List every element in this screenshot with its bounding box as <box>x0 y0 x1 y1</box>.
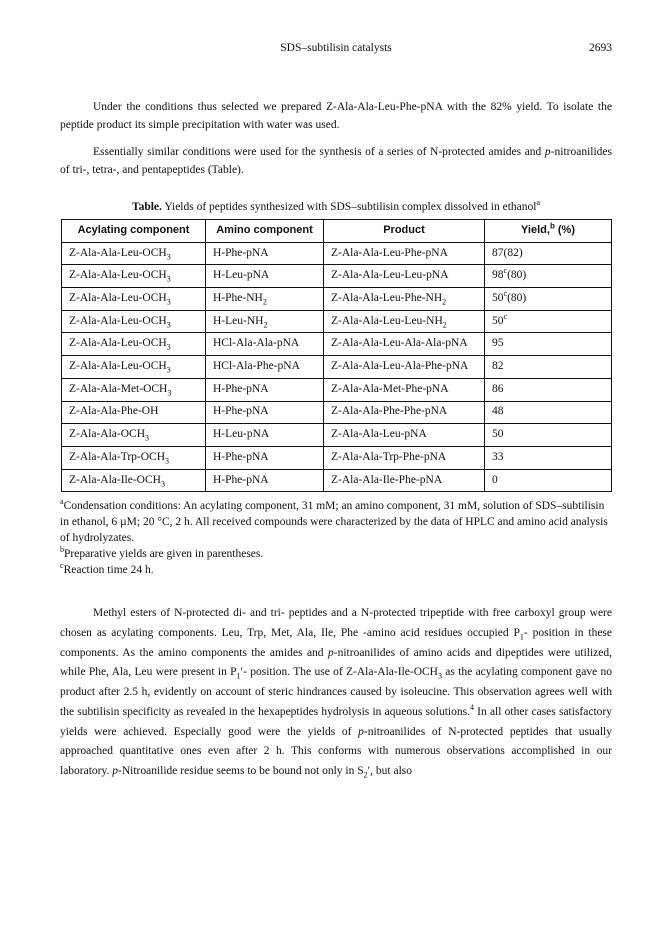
cell-yield <box>485 424 612 447</box>
cell-amino-component-text: H-Leu-pNA <box>213 428 270 441</box>
cell-yield-text: 50 <box>492 314 504 327</box>
cell-yield <box>485 446 612 469</box>
cell-product-text: Z-Ala-Ala-Leu-Phe-NH <box>331 292 443 304</box>
cell-amino-component-text: HCl-Ala-Phe-pNA <box>213 360 300 373</box>
paragraph-3-reference: 4 <box>469 703 474 712</box>
paragraph-3-italic: p <box>112 765 119 778</box>
cell-product-text: Z-Ala-Ala-Leu-Ala-Phe-pNA <box>331 360 469 373</box>
paragraph-3-text: as the acylating component gave no product after 2.5 h, evidently on account of steric hindrances caused by isoleucine. This observation agrees well with the subtilisin specificity as revealed in the hexapeptides hydrolysis in aqueous solutions. <box>60 666 612 718</box>
table-body <box>62 242 612 492</box>
cell-yield-superscript: c <box>503 311 508 321</box>
paragraph-3-text: -nitroanilides of amino acids and dipeptides were utilized, while Phe, Ala, Leu were present in P <box>60 646 612 679</box>
header-yield-unit: (%) <box>554 224 575 237</box>
footnote-b-text: Preparative yields are given in parentheses. <box>64 548 264 561</box>
cell-acylating-component <box>62 242 206 265</box>
cell-yield <box>485 378 612 401</box>
table-caption-footnote-mark: a <box>536 198 541 208</box>
paragraph-3-subscript: 2 <box>363 770 368 780</box>
cell-yield <box>485 469 612 492</box>
cell-acylating-component-subscript: 3 <box>165 456 170 466</box>
table-row <box>62 333 612 356</box>
cell-acylating-component-subscript: 3 <box>166 297 171 307</box>
cell-amino-component-text: H-Phe-pNA <box>213 405 269 418</box>
cell-yield-parenthetical: (80) <box>507 292 527 304</box>
cell-acylating-component <box>62 288 206 311</box>
cell-product-subscript: 2 <box>442 297 447 307</box>
cell-amino-component <box>206 401 324 424</box>
table-caption-text: Yields of peptides synthesized with SDS–subtilisin complex dissolved in ethanol <box>161 201 537 213</box>
header-yield-label: Yield, <box>521 224 550 237</box>
cell-yield-text: 50 <box>492 292 504 304</box>
cell-amino-component <box>206 356 324 379</box>
table-row <box>62 401 612 424</box>
yields-table <box>61 219 612 492</box>
cell-acylating-component <box>62 424 206 447</box>
cell-product <box>324 265 485 288</box>
header-yield <box>485 220 612 243</box>
cell-product <box>324 401 485 424</box>
cell-acylating-component-text: Z-Ala-Ala-Leu-OCH <box>69 360 167 373</box>
cell-yield-text: 50 <box>492 428 504 441</box>
paragraph-3-text: -nitroanilides of N-protected peptides that usually approached quantitative ones even after 2 h. This conforms with numerous observations accomplished in our laboratory. <box>60 725 613 778</box>
cell-amino-component <box>206 288 324 311</box>
cell-acylating-component-text: Z-Ala-Ala-Leu-OCH <box>69 314 167 327</box>
cell-product <box>324 242 485 265</box>
table-footnotes <box>60 498 612 578</box>
cell-product <box>324 378 485 401</box>
header-yield-footnote-mark: b <box>549 221 555 231</box>
footnote-b <box>60 546 612 562</box>
cell-yield-text: 82 <box>492 360 504 373</box>
cell-product-text: Z-Ala-Ala-Leu-Ala-Ala-pNA <box>331 337 468 350</box>
cell-yield <box>485 242 612 265</box>
cell-yield <box>485 356 612 379</box>
header-product: Product <box>324 220 485 243</box>
cell-amino-component-text: H-Phe-NH <box>213 292 263 304</box>
cell-acylating-component <box>62 310 206 333</box>
footnote-a <box>60 498 612 546</box>
table-row <box>62 469 612 492</box>
cell-yield-superscript: c <box>503 266 508 276</box>
paragraph-3-subscript: 1 <box>519 632 524 642</box>
table-caption-label: Table. <box>131 201 162 213</box>
cell-acylating-component <box>62 265 206 288</box>
page-header <box>60 40 612 60</box>
table-row <box>62 242 612 265</box>
cell-yield-text: 86 <box>492 382 504 395</box>
cell-amino-component-text: H-Phe-pNA <box>213 246 269 259</box>
cell-yield-text: 33 <box>492 450 504 463</box>
cell-yield-text: 95 <box>492 337 504 350</box>
cell-acylating-component-subscript: 3 <box>160 478 165 488</box>
cell-product <box>324 356 485 379</box>
paragraph-3-text: -Nitroanilide residue seems to be bound not only in S <box>118 765 364 778</box>
header-acylating-component: Acylating component <box>62 220 206 243</box>
paragraph-2-text: Essentially similar conditions were used for the synthesis of a series of N-protected amides and <box>93 146 545 158</box>
table-caption <box>60 199 612 217</box>
paragraph-3-subscript: 3 <box>437 671 442 681</box>
cell-product-text: Z-Ala-Ala-Ile-Phe-pNA <box>331 473 443 486</box>
paragraph-3-text: Methyl esters of N-protected di- and tri- peptides and a N-protected tripeptide with free carboxyl group were chosen as acylating components. Leu, Trp, Met, Ala, Ile, Phe -amino acid residues occupied P <box>60 607 612 639</box>
cell-product <box>324 310 485 333</box>
cell-amino-component <box>206 469 324 492</box>
paragraph-3-text: ′- position. The use of Z-Ala-Ala-Ile-OCH <box>240 666 438 679</box>
cell-acylating-component <box>62 446 206 469</box>
table-row <box>62 288 612 311</box>
cell-acylating-component-text: Z-Ala-Ala-Leu-OCH <box>69 337 167 350</box>
cell-product-text: Z-Ala-Ala-Phe-Phe-pNA <box>331 405 448 418</box>
paragraph-1: Under the conditions thus selected we prepared Z-Ala-Ala-Leu-Phe-pNA with the 82% yield. To isolate the peptide product its simple precipitation with water was used. <box>60 101 612 131</box>
footnote-c-text: Reaction time 24 h. <box>63 564 154 577</box>
cell-product <box>324 446 485 469</box>
table-row <box>62 310 612 333</box>
cell-acylating-component-subscript: 3 <box>167 388 172 398</box>
cell-yield-text: 48 <box>492 405 504 418</box>
cell-acylating-component-text: Z-Ala-Ala-OCH <box>69 428 146 441</box>
cell-product-text: Z-Ala-Ala-Met-Phe-pNA <box>331 382 449 395</box>
cell-acylating-component-text: Z-Ala-Ala-Leu-OCH <box>69 246 167 259</box>
cell-acylating-component-subscript: 3 <box>166 342 171 352</box>
footnote-a-mark: a <box>60 497 64 507</box>
footnote-c <box>60 562 612 578</box>
table-row <box>62 265 612 288</box>
paragraph-3-italic: p <box>358 725 364 738</box>
cell-acylating-component-text: Z-Ala-Ala-Ile-OCH <box>69 473 161 486</box>
cell-yield <box>485 310 612 333</box>
cell-product <box>324 288 485 311</box>
cell-acylating-component <box>62 401 206 424</box>
cell-yield <box>485 333 612 356</box>
table-row <box>62 378 612 401</box>
cell-amino-component <box>206 446 324 469</box>
paragraph-3 <box>60 604 612 782</box>
footnote-a-text: Condensation conditions: An acylating component, 31 mM; an amino component, 31 mM, solution of SDS–subtilisin in ethanol, 6 µM; 20 °C, 2 h. All received compounds were characterized by the data of HPLC and amino acid analysis of hydrolyzates. <box>60 500 608 545</box>
cell-amino-component-text: H-Phe-pNA <box>213 450 269 463</box>
cell-acylating-component-subscript: 3 <box>166 365 171 375</box>
cell-amino-component <box>206 242 324 265</box>
cell-product-text: Z-Ala-Ala-Leu-Leu-NH <box>331 314 443 327</box>
cell-product <box>324 424 485 447</box>
table-row <box>62 356 612 379</box>
cell-amino-component-text: H-Phe-pNA <box>213 382 269 395</box>
paragraph-2-text-end: -nitroanilides of tri-, tetra-, and pentapeptides (Table). <box>60 146 612 176</box>
table-row <box>62 446 612 469</box>
paragraph-3-text: In all other cases satisfactory yields were achieved. Especially good were the yields of <box>60 705 612 738</box>
cell-amino-component-subscript: 2 <box>262 297 267 307</box>
footnote-c-mark: c <box>60 561 64 571</box>
paragraph-2-italic: p <box>544 146 551 158</box>
cell-amino-component-text: H-Leu-NH <box>213 314 264 327</box>
paragraph-3-subscript: 1 <box>236 671 241 681</box>
cell-yield-text: 87(82) <box>492 246 523 259</box>
cell-acylating-component-text: Z-Ala-Ala-Leu-OCH <box>69 269 167 282</box>
cell-yield <box>485 288 612 311</box>
cell-product-text: Z-Ala-Ala-Leu-Leu-pNA <box>331 269 449 282</box>
table-row <box>62 424 612 447</box>
cell-acylating-component-text: Z-Ala-Ala-Met-OCH <box>69 382 168 395</box>
paragraph-2 <box>60 144 612 180</box>
cell-yield <box>485 401 612 424</box>
running-title: SDS–subtilisin catalysts <box>280 42 392 54</box>
cell-amino-component <box>206 378 324 401</box>
cell-acylating-component-subscript: 3 <box>166 274 171 284</box>
paragraph-3-italic: p <box>328 646 334 659</box>
paragraph-3-text: ′, but also <box>367 765 413 778</box>
cell-product <box>324 469 485 492</box>
paragraph-3-text: - position in these components. As the amino components the amides and <box>60 626 612 659</box>
cell-amino-component <box>206 333 324 356</box>
cell-acylating-component <box>62 356 206 379</box>
cell-yield-text: 0 <box>492 473 498 486</box>
cell-amino-component <box>206 424 324 447</box>
footnote-b-mark: b <box>60 545 64 555</box>
cell-amino-component-text: H-Phe-pNA <box>213 473 269 486</box>
cell-acylating-component-text: Z-Ala-Ala-Leu-OCH <box>69 292 167 304</box>
cell-product-subscript: 2 <box>442 319 447 329</box>
cell-acylating-component-subscript: 3 <box>166 251 171 261</box>
cell-acylating-component <box>62 469 206 492</box>
cell-product-text: Z-Ala-Ala-Trp-Phe-pNA <box>331 450 447 463</box>
cell-acylating-component <box>62 333 206 356</box>
table-header-row <box>62 220 612 243</box>
cell-product-text: Z-Ala-Ala-Leu-Phe-pNA <box>331 246 448 259</box>
cell-acylating-component-text: Z-Ala-Ala-Trp-OCH <box>69 450 166 463</box>
cell-yield-superscript: c <box>503 289 508 299</box>
cell-acylating-component-subscript: 3 <box>145 433 150 443</box>
cell-amino-component <box>206 265 324 288</box>
cell-amino-component-text: H-Leu-pNA <box>213 269 270 282</box>
cell-amino-component <box>206 310 324 333</box>
page-number: 2693 <box>589 42 612 54</box>
header-amino-component: Amino component <box>206 220 324 243</box>
cell-amino-component-text: HCl-Ala-Ala-pNA <box>213 337 300 350</box>
cell-product-text: Z-Ala-Ala-Leu-pNA <box>331 428 427 441</box>
cell-product <box>324 333 485 356</box>
cell-yield-parenthetical: (80) <box>507 269 527 282</box>
cell-acylating-component <box>62 378 206 401</box>
cell-yield-text: 98 <box>492 269 504 282</box>
cell-amino-component-subscript: 2 <box>263 319 268 329</box>
cell-yield <box>485 265 612 288</box>
cell-acylating-component-text: Z-Ala-Ala-Phe-OH <box>69 405 159 418</box>
cell-acylating-component-subscript: 3 <box>166 319 171 329</box>
